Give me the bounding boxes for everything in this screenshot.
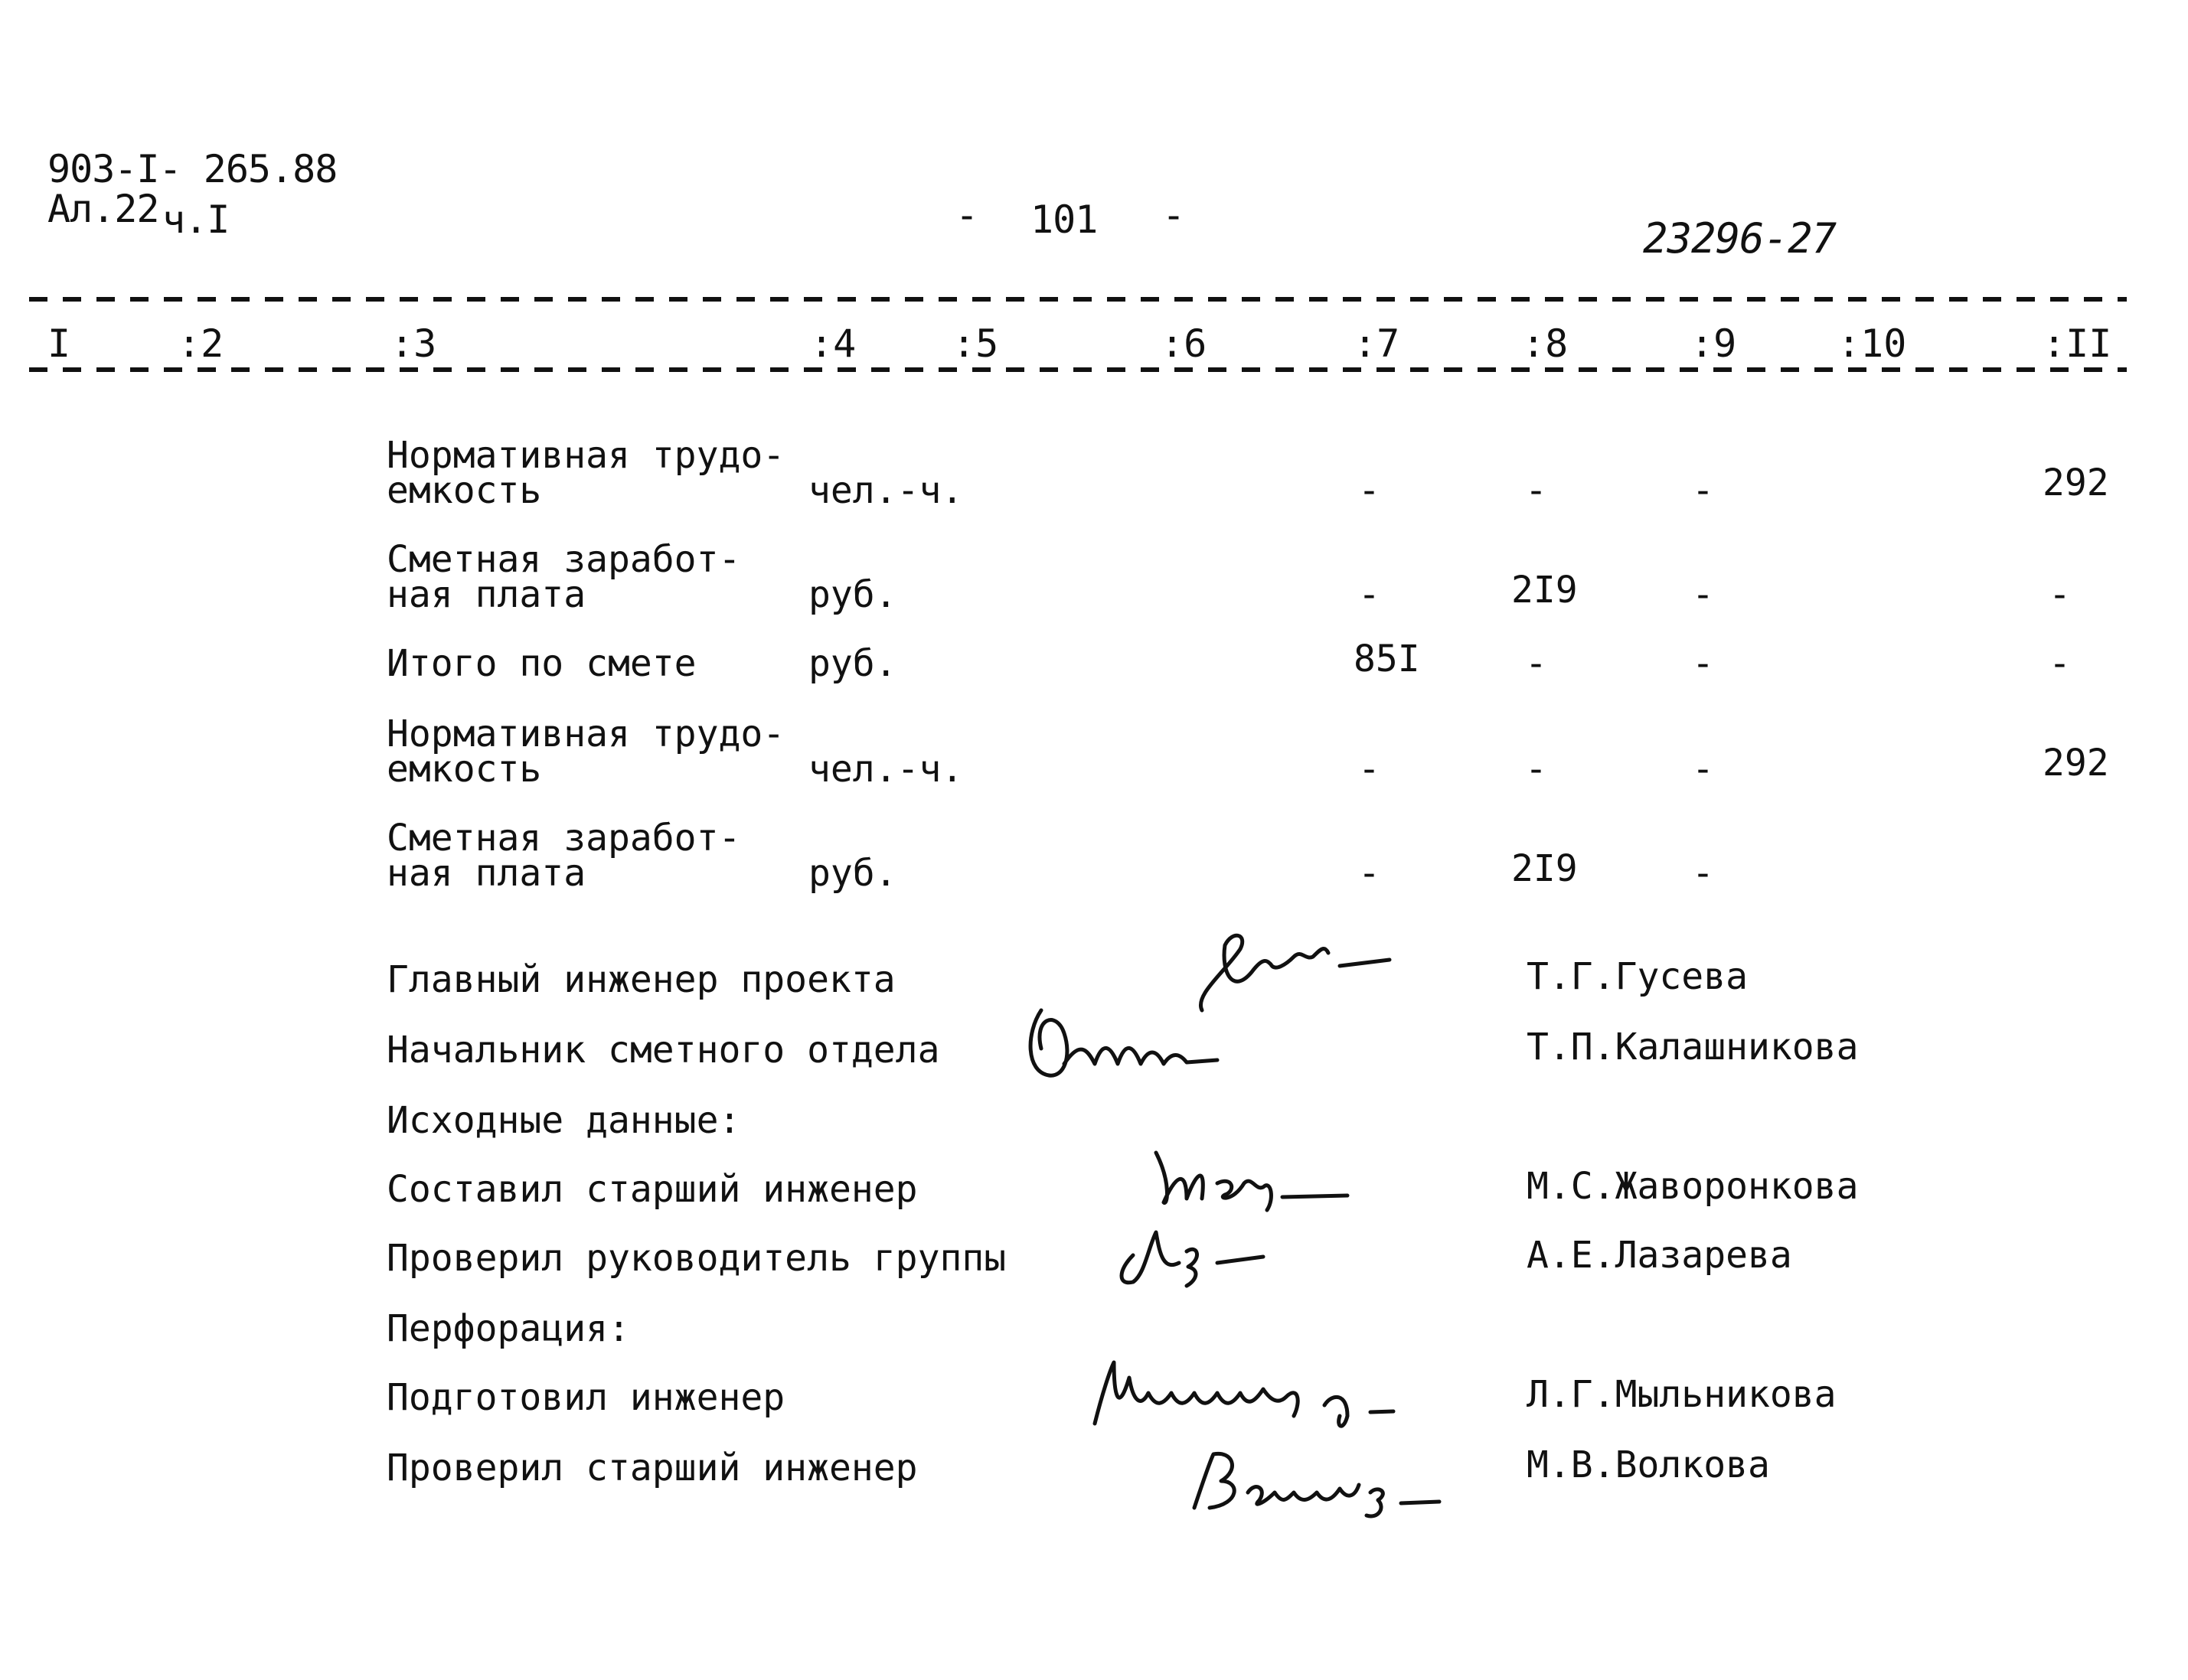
signatory-name: Л.Г.Мыльникова [1527,1373,1837,1416]
signatory-role: Главный инженер проекта [387,958,896,1001]
row-col8: 2I9 [1511,847,1578,890]
signatory-role: Проверил руководитель группы [387,1237,1007,1280]
document-code: 903-I- 265.88 [47,147,338,191]
section-label: Исходные данные: [387,1099,741,1142]
row-col8: 2I9 [1511,569,1578,612]
signatory-role: Подготовил инженер [387,1376,785,1419]
column-number: :7 [1354,321,1400,366]
page-dash-right: - [1162,193,1185,237]
signatory-role: Составил старший инженер [387,1168,918,1211]
row-col11: - [2049,573,2071,616]
signatory-role: Проверил старший инженер [387,1447,918,1489]
signature-proveril-starshiy [1179,1439,1470,1523]
row-col9: - [1692,748,1714,791]
row-col7: - [1358,852,1380,895]
row-name-line1: Сметная заработ- [387,817,741,860]
row-col9: - [1692,573,1714,616]
column-number: :5 [952,321,999,366]
row-unit: чел.-ч. [808,748,964,791]
row-unit: чел.-ч. [808,469,964,512]
row-unit: руб. [808,642,897,685]
top-dashed-rule [29,297,2127,302]
row-col8: - [1525,642,1547,685]
row-name-line2: емкость [387,748,542,791]
column-number: :3 [390,321,437,366]
row-name-line2: ная плата [387,852,586,895]
column-number: :4 [810,321,857,366]
row-name-line1: Итого по смете [387,642,697,685]
section-label: Перфорация: [387,1307,630,1350]
row-col7: - [1358,573,1380,616]
signatory-name: М.В.Волкова [1527,1443,1770,1486]
row-col11: 292 [2043,462,2109,504]
row-name-line1: Нормативная трудо- [387,713,785,755]
column-number: :9 [1690,321,1737,366]
row-name-line1: Сметная заработ- [387,538,741,581]
row-name-line1: Нормативная трудо- [387,434,785,477]
document-id: 23296-27 [1643,214,1837,263]
signatory-name: Т.Г.Гусева [1527,955,1748,998]
row-unit: руб. [808,573,897,616]
part-label: ч.I [162,197,230,242]
column-number: :8 [1522,321,1569,366]
row-col9: - [1692,642,1714,685]
signatory-name: А.Е.Лазарева [1527,1234,1792,1277]
row-col9: - [1692,852,1714,895]
row-col8: - [1525,748,1547,791]
column-number: :6 [1161,321,1207,366]
album-label: Ал.22 [47,187,159,231]
row-name-line2: емкость [387,469,542,512]
column-number: I [47,321,71,366]
signature-proveril-rukovoditel [1102,1209,1286,1293]
row-col9: - [1692,469,1714,512]
column-number: :10 [1837,321,1907,366]
row-col7: - [1358,748,1380,791]
signatory-role: Начальник сметного отдела [387,1029,940,1072]
row-col11: 292 [2043,742,2109,785]
row-col7: 85I [1354,638,1420,680]
row-col8: - [1525,469,1547,512]
row-name-line2: ная плата [387,573,586,616]
column-dashed-rule [29,367,2127,372]
signature-nachalnik-otdela [1018,987,1279,1094]
page-dash-left: - [955,193,978,237]
signatory-name: Т.П.Калашникова [1527,1026,1859,1068]
row-col7: - [1358,469,1380,512]
signatory-name: М.С.Жаворонкова [1527,1165,1859,1208]
row-col11: - [2049,642,2071,685]
column-number: :2 [178,321,224,366]
page-number: 101 [1030,197,1098,242]
row-unit: руб. [808,852,897,895]
signature-podgotovil [1072,1347,1470,1447]
column-number: :II [2043,321,2112,366]
